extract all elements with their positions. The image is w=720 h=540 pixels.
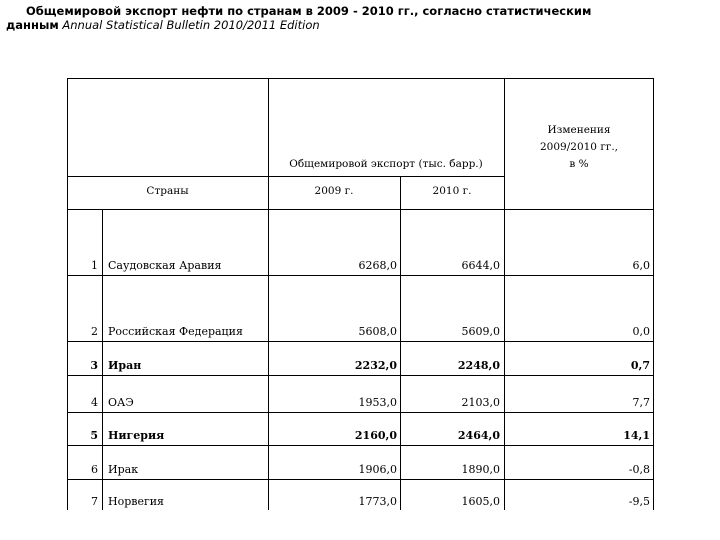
title-line-2 <box>6 18 706 32</box>
row-change-value: -0,8 <box>628 463 650 476</box>
row-line-3 <box>67 375 654 376</box>
row-line-1 <box>67 275 654 276</box>
row-number: 5 <box>90 429 98 442</box>
row-2010-value: 2464,0 <box>457 429 500 442</box>
row-change-value: -9,5 <box>628 495 650 508</box>
col-divider-year <box>400 176 401 510</box>
row-2010-value: 5609,0 <box>461 325 500 338</box>
row-2009-value: 2232,0 <box>354 359 397 372</box>
row-number: 6 <box>91 463 98 476</box>
row-number: 3 <box>90 359 98 372</box>
change-header-line3: в % <box>569 158 589 170</box>
row-change-value: 0,7 <box>630 359 650 372</box>
row-line-6 <box>67 479 654 480</box>
row-number: 7 <box>91 495 98 508</box>
table-border-top <box>67 78 654 79</box>
row-2010-value: 6644,0 <box>461 259 500 272</box>
row-line-5 <box>67 445 654 446</box>
row-number: 2 <box>91 325 98 338</box>
row-country: Саудовская Аравия <box>108 259 222 272</box>
row-change-value: 14,1 <box>623 429 650 442</box>
row-country: Нигерия <box>108 429 165 442</box>
year-2009-header: 2009 г. <box>314 185 354 197</box>
row-country: Иран <box>108 359 142 372</box>
row-2010-value: 1605,0 <box>461 495 500 508</box>
row-2010-value: 2248,0 <box>457 359 500 372</box>
row-change-value: 7,7 <box>632 396 650 409</box>
title-line-2-bold: данным <box>6 18 59 32</box>
row-2010-value: 1890,0 <box>461 463 500 476</box>
row-2009-value: 6268,0 <box>358 259 397 272</box>
row-2009-value: 2160,0 <box>354 429 397 442</box>
row-change-value: 6,0 <box>632 259 650 272</box>
row-2010-value: 2103,0 <box>461 396 500 409</box>
row-country: ОАЭ <box>108 396 134 409</box>
countries-header: Страны <box>146 185 189 197</box>
title-source: Annual Statistical Bulletin 2010/2011 Edition <box>62 18 320 32</box>
document-title <box>6 4 706 32</box>
row-2009-value: 1773,0 <box>358 495 397 508</box>
row-number: 1 <box>91 259 98 272</box>
export-header: Общемировой экспорт (тыс. барр.) <box>289 158 483 170</box>
title-line-1: Общемировой экспорт нефти по странам в 2009 - 2010 гг., согласно статистическим <box>26 4 592 18</box>
row-2009-value: 1906,0 <box>358 463 397 476</box>
row-line-4 <box>67 412 654 413</box>
row-country: Ирак <box>108 463 139 476</box>
row-country: Норвегия <box>108 495 164 508</box>
change-header <box>504 122 654 173</box>
col-divider-num <box>102 209 103 510</box>
header-line-1 <box>67 176 504 177</box>
row-line-2 <box>67 341 654 342</box>
change-header-line1: Изменения <box>547 124 611 136</box>
row-number: 4 <box>91 396 98 409</box>
header-line-2 <box>67 209 654 210</box>
change-header-line2: 2009/2010 гг., <box>540 141 618 153</box>
row-country: Российская Федерация <box>108 325 243 338</box>
row-2009-value: 1953,0 <box>358 396 397 409</box>
year-2010-header: 2010 г. <box>432 185 472 197</box>
row-2009-value: 5608,0 <box>358 325 397 338</box>
row-change-value: 0,0 <box>632 325 650 338</box>
